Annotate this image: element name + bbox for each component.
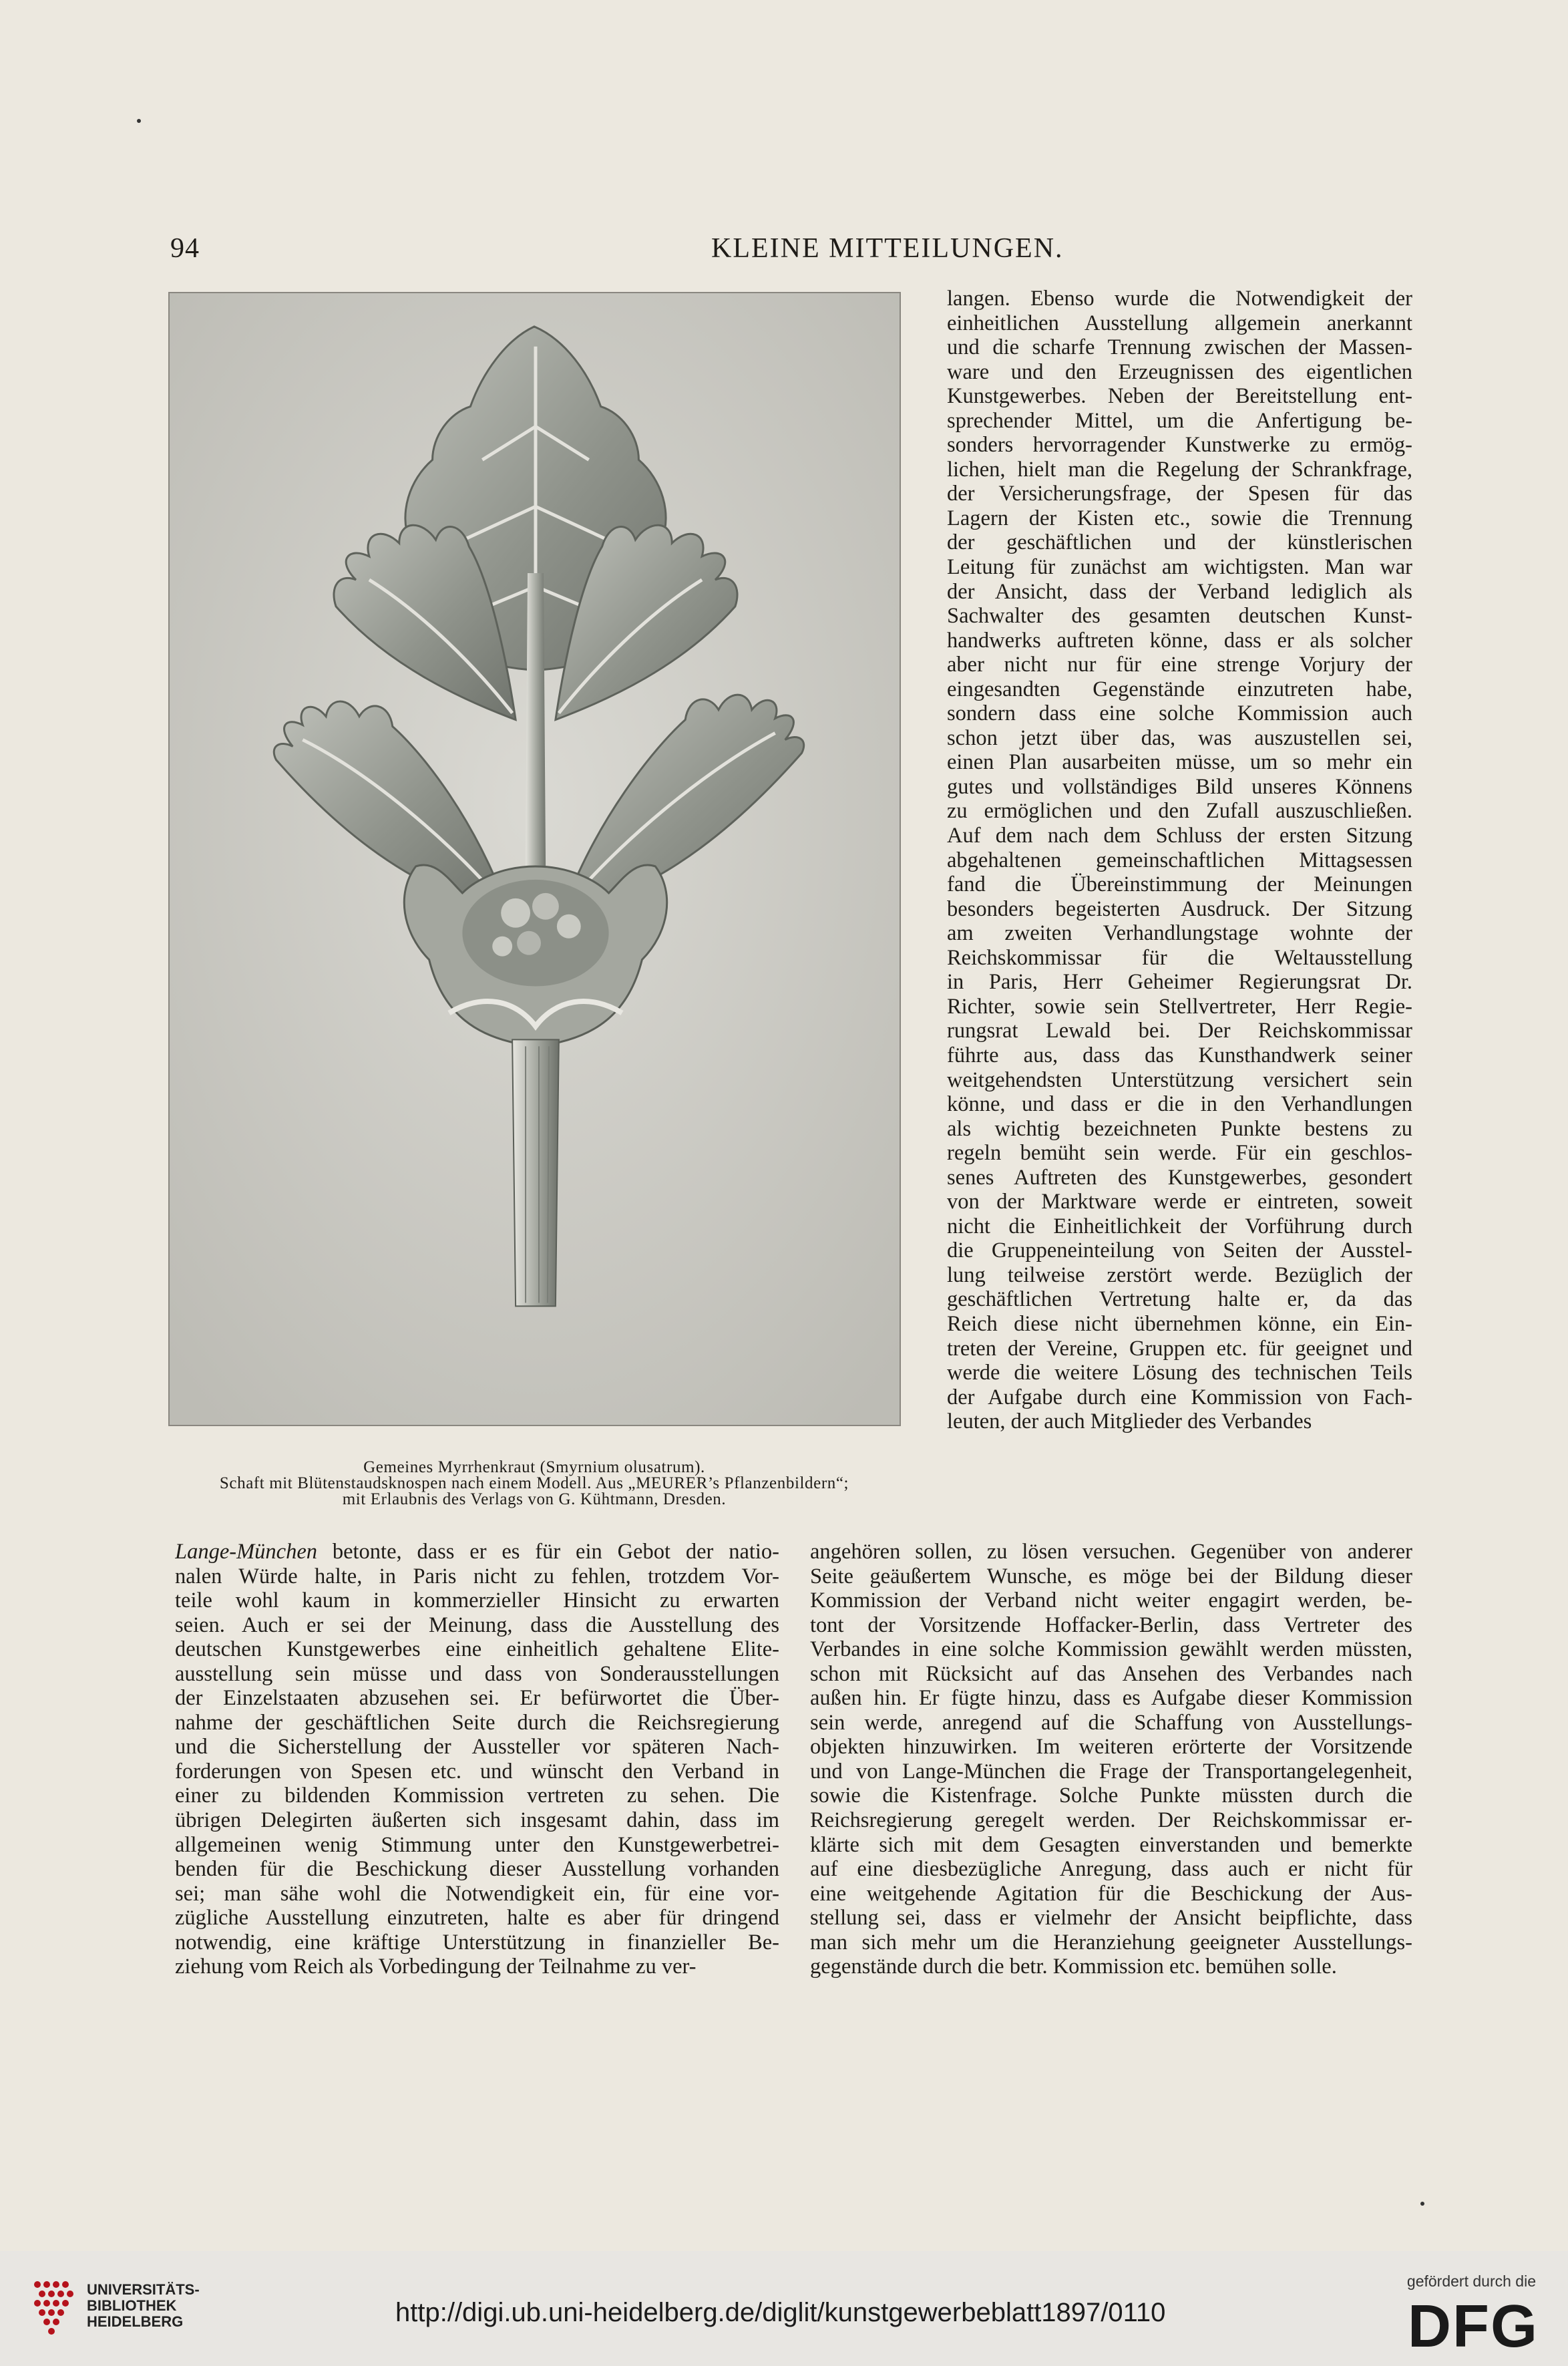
- page-header: [164, 232, 1419, 273]
- text-line: übrigen Delegirten äußerten sich insgesamt dahin, dass im: [175, 1808, 779, 1833]
- text-line: sonders hervorragender Kunstwerke zu ermög-: [947, 433, 1412, 458]
- university-library-logo-icon: [32, 2278, 77, 2338]
- text-line: regeln bemüht sein werde. Für ein geschlos-: [947, 1141, 1412, 1166]
- text-line: Reichskommissar für die Weltausstellung: [947, 945, 1412, 970]
- text-line: der Versicherungsfrage, der Spesen für das: [947, 482, 1412, 506]
- text-line: deutschen Kunstgewerbes eine einheitlich gehaltene Elite-: [175, 1637, 779, 1662]
- text-line: als wichtig bezeichneten Punkte bestens zu: [947, 1116, 1412, 1141]
- library-name-line: BIBLIOTHEK: [87, 2297, 177, 2314]
- text-line: ziehung vom Reich als Vorbedingung der Teilnahme zu ver-: [175, 1955, 697, 1979]
- text-line: ware und den Erzeugnissen des eigentlichen: [947, 359, 1412, 384]
- text-line: führte aus, dass das Kunsthandwerk seiner: [947, 1043, 1412, 1067]
- library-name-line: HEIDELBERG: [87, 2313, 184, 2330]
- text-line: nalen Würde halte, in Paris nicht zu fehlen, trotzdem Vor-: [175, 1564, 779, 1588]
- text-line: notwendig, eine kräftige Unterstützung in finanzieller Be-: [175, 1930, 779, 1955]
- page-number: 94: [170, 233, 200, 264]
- text-line: sondern dass eine solche Kommission auch: [947, 701, 1412, 726]
- figure-caption: [160, 1460, 908, 1508]
- text-line: Seite geäußertem Wunsche, es möge bei der Bildung dieser: [810, 1564, 1412, 1588]
- text-line: einheitlichen Ausstellung allgemein anerkannt: [947, 311, 1412, 335]
- text-line: weitgehendsten Unterstützung versichert sein: [947, 1067, 1412, 1092]
- text-line: sprechender Mittel, um die Anfertigung be-: [947, 408, 1412, 433]
- text-line: schon mit Rücksicht auf das Ansehen des Verbandes nach: [810, 1661, 1412, 1686]
- text-line: Sachwalter des gesamten deutschen Kunst-: [947, 604, 1412, 629]
- caption-line: Schaft mit Blütenstaudsknospen nach einem Modell. Aus „MEURER’s Pflanzenbildern“;: [219, 1474, 849, 1492]
- right-column-top: [947, 287, 1412, 1434]
- text-line: Leitung für zunächst am wichtigsten. Man war: [947, 555, 1412, 580]
- text-line: aber nicht nur für eine strenge Vorjury der: [947, 653, 1412, 677]
- left-column-bottom: [175, 1540, 779, 1979]
- text-line: auf eine diesbezügliche Anregung, dass auch er nicht für: [810, 1857, 1412, 1882]
- text-line: tont der Vorsitzende Hoffacker-Berlin, dass Vertreter des: [810, 1613, 1412, 1637]
- text-line: lichen, hielt man die Regelung der Schrankfrage,: [947, 457, 1412, 482]
- text-line: stellung sei, dass er vielmehr der Ansicht beipflichte, dass: [810, 1906, 1412, 1930]
- text-line: Richter, sowie sein Stellvertreter, Herr Regie-: [947, 994, 1412, 1019]
- text-line: einer zu bildenden Kommission vertreten zu sehen. Die: [175, 1784, 779, 1808]
- running-title: KLEINE MITTEILUNGEN.: [711, 233, 1064, 264]
- text-line: in Paris, Herr Geheimer Regierungsrat Dr.: [947, 970, 1412, 995]
- text-line: und die scharfe Trennung zwischen der Massen-: [947, 335, 1412, 360]
- text-line: der Einzelstaaten abzusehen sei. Er befürwortet die Über-: [175, 1686, 779, 1711]
- text-line: nahme der geschäftlichen Seite durch die Reichsregierung: [175, 1710, 779, 1735]
- lower-stalk: [512, 1039, 559, 1306]
- library-name-line: UNIVERSITÄTS-: [87, 2281, 200, 2298]
- text-line: nicht die Einheitlichkeit der Vorführung durch: [947, 1214, 1412, 1238]
- text-line: rungsrat Lewald bei. Der Reichskommissar: [947, 1019, 1412, 1043]
- text-line: schon jetzt über das, was auszustellen sei,: [947, 725, 1412, 750]
- text-line: sei; man sähe wohl die Notwendigkeit ein, für eine vor-: [175, 1881, 779, 1906]
- text-line: treten der Vereine, Gruppen etc. für geeignet und: [947, 1336, 1412, 1361]
- text-line: fand die Übereinstimmung der Meinungen: [947, 872, 1412, 897]
- text-line: Auf dem nach dem Schluss der ersten Sitzung: [947, 824, 1412, 848]
- text-line: von der Marktware werde er eintreten, soweit: [947, 1190, 1412, 1214]
- digitization-footer: [0, 2251, 1568, 2366]
- text-line: zügliche Ausstellung einzutreten, halte es aber für dringend: [175, 1906, 779, 1930]
- text-line: man sich mehr um die Heranziehung geeigneter Ausstellungs-: [810, 1930, 1412, 1955]
- text-line: die Gruppeneinteilung von Seiten der Ausstel-: [947, 1238, 1412, 1263]
- text-line: der Ansicht, dass der Verband lediglich als: [947, 579, 1412, 604]
- text-line: Kunstgewerbes. Neben der Bereitstellung ent-: [947, 384, 1412, 409]
- text-line: und von Lange-München die Frage der Transportangelegenheit,: [810, 1759, 1412, 1784]
- text-line: der geschäftlichen und der künstlerischen: [947, 530, 1412, 555]
- plant-model-photo: [170, 293, 900, 1425]
- text-line: benden für die Beschickung dieser Ausstellung vorhanden: [175, 1857, 779, 1882]
- text-line: Lagern der Kisten etc., sowie die Trennung: [947, 506, 1412, 530]
- text-line: gutes und vollständiges Bild unseres Könnens: [947, 774, 1412, 799]
- text-line: Verbandes in eine solche Kommission gewählt werden müssten,: [810, 1637, 1412, 1662]
- text-line: Reich diese nicht übernehmen könne, ein Ein-: [947, 1311, 1412, 1336]
- text-line: besonders begeisterten Ausdruck. Der Sitzung: [947, 896, 1412, 921]
- speaker-name: Lange-München: [175, 1540, 317, 1564]
- text-line: sein werde, anregend auf die Schaffung von Ausstellungs-: [810, 1710, 1412, 1735]
- text-line: ausstellung sein müsse und dass von Sonderausstellungen: [175, 1661, 779, 1686]
- text-line: werde die weitere Lösung des technischen Teils: [947, 1361, 1412, 1385]
- text-line: einen Plan ausarbeiten müsse, um so mehr ein: [947, 750, 1412, 775]
- scan-speck: [137, 119, 141, 123]
- text-line: eingesandten Gegenstände einzutreten habe,: [947, 677, 1412, 701]
- text-line: Reichsregierung geregelt werden. Der Reichskommissar er-: [810, 1808, 1412, 1833]
- sponsor-label: gefördert durch die: [1406, 2272, 1536, 2290]
- text-line: außen hin. Er fügte hinzu, dass es Aufgabe dieser Kommission: [810, 1686, 1412, 1711]
- caption-line: mit Erlaubnis des Verlags von G. Kühtmann, Dresden.: [342, 1490, 727, 1508]
- text-line: sowie die Kistenfrage. Solche Punkte müssten durch die: [810, 1784, 1412, 1808]
- text-line: senes Auftreten des Kunstgewerbes, gesondert: [947, 1165, 1412, 1190]
- text-line: seien. Auch er sei der Meinung, dass die Ausstellung des: [175, 1613, 779, 1637]
- text-line: objekten hinzuwirken. Im weiteren erörterte der Vorsitzende: [810, 1735, 1412, 1759]
- text-line: der Aufgabe durch eine Kommission von Fach-: [947, 1385, 1412, 1409]
- plant-model-illustration: [168, 292, 901, 1426]
- caption-line: Gemeines Myrrhenkraut (Smyrnium olusatrum).: [363, 1458, 705, 1476]
- text-line: teile wohl kaum in kommerzieller Hinsicht zu erwarten: [175, 1588, 779, 1613]
- text-line: [175, 1540, 779, 1564]
- text-line: am zweiten Verhandlungstage wohnte der: [947, 921, 1412, 946]
- text-line-rest: betonte, dass er es für ein Gebot der natio-: [317, 1540, 779, 1564]
- text-line: könne, und dass er die in den Verhandlungen: [947, 1092, 1412, 1117]
- text-line: lung teilweise zerstört werde. Bezüglich der: [947, 1262, 1412, 1287]
- text-line: geschäftlichen Vertretung halte er, da das: [947, 1287, 1412, 1312]
- right-column-bottom: [810, 1540, 1412, 1979]
- library-name: [87, 2282, 200, 2330]
- text-line: eine weitgehende Agitation für die Beschickung der Aus-: [810, 1881, 1412, 1906]
- text-line: und die Sicherstellung der Aussteller vor späteren Nach-: [175, 1735, 779, 1759]
- text-line: angehören sollen, zu lösen versuchen. Gegenüber von anderer: [810, 1540, 1412, 1564]
- text-line: allgemeinen wenig Stimmung unter den Kunstgewerbetrei-: [175, 1832, 779, 1857]
- dfg-logo: DFG: [1408, 2293, 1539, 2360]
- text-line: gegenstände durch die betr. Kommission etc. bemühen solle.: [810, 1955, 1337, 1979]
- text-line: handwerks auftreten könne, dass er als solcher: [947, 628, 1412, 653]
- scan-speck: [1420, 2202, 1424, 2206]
- text-line: langen. Ebenso wurde die Notwendigkeit der: [947, 287, 1412, 311]
- text-line: zu ermöglichen und den Zufall auszuschließen.: [947, 799, 1412, 824]
- text-line: klärte sich mit dem Gesagten einverstanden und bemerkte: [810, 1832, 1412, 1857]
- text-line: leuten, der auch Mitglieder des Verbandes: [947, 1409, 1312, 1434]
- text-line: Kommission der Verband nicht weiter engagirt werden, be-: [810, 1588, 1412, 1613]
- source-url-link[interactable]: http://digi.ub.uni-heidelberg.de/diglit/kunstgewerbeblatt1897/0110: [395, 2298, 1166, 2327]
- text-line: forderungen von Spesen etc. und wünscht den Verband in: [175, 1759, 779, 1784]
- text-line: abgehaltenen gemeinschaftlichen Mittagsessen: [947, 848, 1412, 872]
